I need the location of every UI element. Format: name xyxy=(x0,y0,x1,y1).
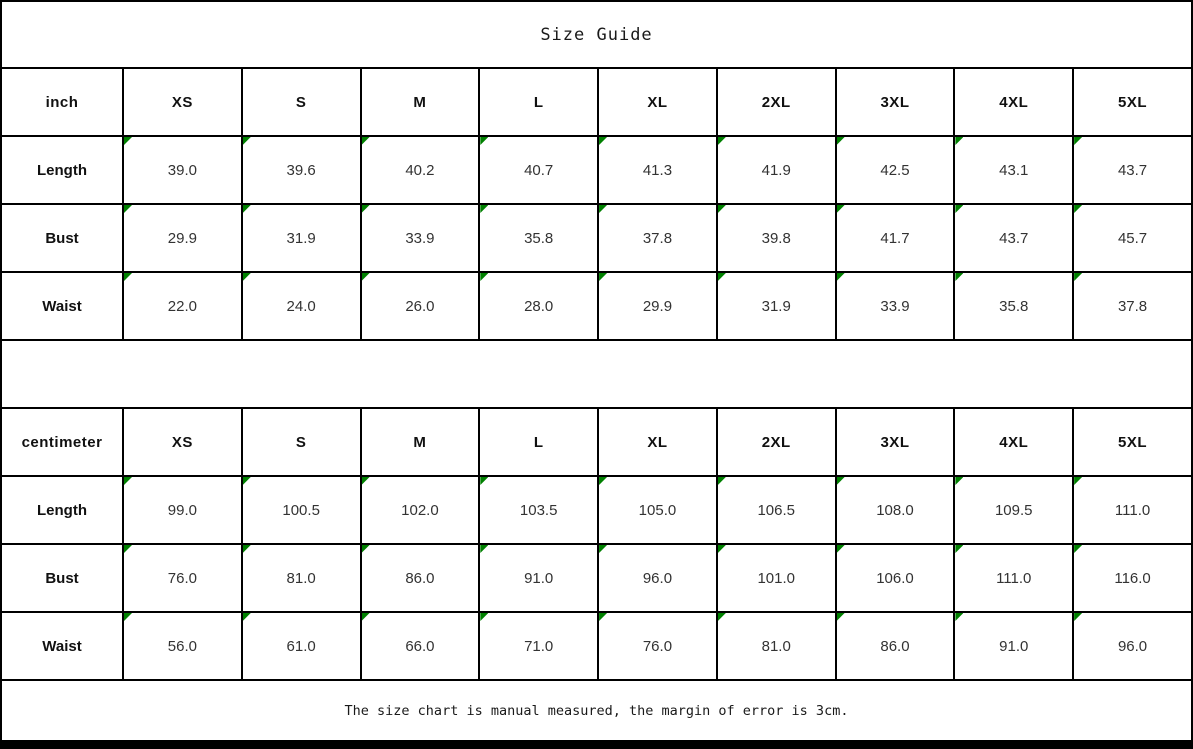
measurement-label: Waist xyxy=(1,272,123,340)
size-column-header: XL xyxy=(598,408,717,476)
title-row xyxy=(1,1,1192,68)
value-cell xyxy=(479,476,598,544)
size-header-row xyxy=(1,68,1192,136)
value-cell xyxy=(598,272,717,340)
cell-corner-marker-icon xyxy=(599,205,607,213)
cell-corner-marker-icon xyxy=(718,137,726,145)
cell-corner-marker-icon xyxy=(599,137,607,145)
size-column-header: M xyxy=(361,68,480,136)
cell-corner-marker-icon xyxy=(243,205,251,213)
cell-corner-marker-icon xyxy=(362,137,370,145)
cell-value: 101.0 xyxy=(757,569,795,587)
size-column-header: 5XL xyxy=(1073,68,1192,136)
size-column-header: 3XL xyxy=(836,68,955,136)
centimeter-table-section xyxy=(1,408,1192,680)
cell-value: 106.0 xyxy=(876,569,914,587)
value-cell xyxy=(123,612,242,680)
cell-value: 76.0 xyxy=(642,637,673,655)
size-column-header: XS xyxy=(123,68,242,136)
footnote: The size chart is manual measured, the margin of error is 3cm. xyxy=(1,680,1192,741)
cell-value: 86.0 xyxy=(880,637,910,655)
cell-corner-marker-icon xyxy=(362,545,370,553)
cell-value: 102.0 xyxy=(401,501,439,519)
cell-corner-marker-icon xyxy=(362,477,370,485)
size-column-header: L xyxy=(479,408,598,476)
measurement-row xyxy=(1,136,1192,204)
measurement-label: Length xyxy=(1,136,123,204)
cell-corner-marker-icon xyxy=(243,137,251,145)
value-cell xyxy=(836,476,955,544)
value-cell xyxy=(479,272,598,340)
cell-value: 31.9 xyxy=(761,297,791,315)
cell-value: 28.0 xyxy=(524,297,554,315)
cell-value: 24.0 xyxy=(286,297,316,315)
cell-corner-marker-icon xyxy=(718,545,726,553)
cell-value: 76.0 xyxy=(167,569,197,587)
value-cell xyxy=(479,544,598,612)
cell-corner-marker-icon xyxy=(124,545,132,553)
cell-corner-marker-icon xyxy=(124,477,132,485)
value-cell xyxy=(717,272,836,340)
cell-value: 43.7 xyxy=(1117,161,1148,179)
value-cell xyxy=(598,544,717,612)
cell-corner-marker-icon xyxy=(718,273,726,281)
cell-corner-marker-icon xyxy=(480,273,488,281)
size-column-header: XS xyxy=(123,408,242,476)
cell-value: 108.0 xyxy=(876,501,914,519)
cell-value: 43.1 xyxy=(999,161,1029,179)
size-column-header: L xyxy=(479,68,598,136)
value-cell xyxy=(836,272,955,340)
cell-corner-marker-icon xyxy=(718,477,726,485)
cell-corner-marker-icon xyxy=(955,613,963,621)
value-cell xyxy=(954,204,1073,272)
cell-value: 41.7 xyxy=(880,229,910,247)
value-cell xyxy=(717,136,836,204)
value-cell xyxy=(361,476,480,544)
cell-corner-marker-icon xyxy=(599,545,607,553)
cell-corner-marker-icon xyxy=(480,205,488,213)
cell-corner-marker-icon xyxy=(955,477,963,485)
measurement-row xyxy=(1,204,1192,272)
cell-value: 33.9 xyxy=(880,297,910,315)
cell-corner-marker-icon xyxy=(837,613,845,621)
measurement-row xyxy=(1,544,1192,612)
cell-value: 41.3 xyxy=(642,161,673,179)
cell-value: 81.0 xyxy=(286,569,316,587)
cell-value: 40.2 xyxy=(405,161,435,179)
cell-value: 29.9 xyxy=(642,297,673,315)
value-cell xyxy=(1073,204,1192,272)
cell-corner-marker-icon xyxy=(243,477,251,485)
cell-corner-marker-icon xyxy=(1074,545,1082,553)
size-header-row xyxy=(1,408,1192,476)
cell-value: 100.5 xyxy=(282,501,320,519)
value-cell xyxy=(836,612,955,680)
value-cell xyxy=(479,612,598,680)
value-cell xyxy=(954,612,1073,680)
cell-corner-marker-icon xyxy=(599,613,607,621)
value-cell xyxy=(1073,544,1192,612)
value-cell xyxy=(954,476,1073,544)
cell-corner-marker-icon xyxy=(837,477,845,485)
measurement-row xyxy=(1,612,1192,680)
cell-value: 56.0 xyxy=(167,637,197,655)
cell-corner-marker-icon xyxy=(955,205,963,213)
cell-corner-marker-icon xyxy=(599,273,607,281)
cell-value: 45.7 xyxy=(1117,229,1148,247)
value-cell xyxy=(242,204,361,272)
unit-label: centimeter xyxy=(1,408,123,476)
page-title: Size Guide xyxy=(1,1,1192,68)
value-cell xyxy=(123,476,242,544)
value-cell xyxy=(123,136,242,204)
cell-corner-marker-icon xyxy=(480,137,488,145)
value-cell xyxy=(242,544,361,612)
value-cell xyxy=(1073,136,1192,204)
cell-corner-marker-icon xyxy=(1074,205,1082,213)
value-cell xyxy=(598,612,717,680)
size-column-header: S xyxy=(242,68,361,136)
unit-label: inch xyxy=(1,68,123,136)
cell-corner-marker-icon xyxy=(837,545,845,553)
value-cell xyxy=(242,272,361,340)
measurement-row xyxy=(1,476,1192,544)
cell-value: 35.8 xyxy=(524,229,554,247)
value-cell xyxy=(954,544,1073,612)
size-column-header: 4XL xyxy=(954,408,1073,476)
cell-value: 40.7 xyxy=(524,161,554,179)
value-cell xyxy=(361,272,480,340)
cell-value: 39.6 xyxy=(286,161,316,179)
cell-corner-marker-icon xyxy=(837,137,845,145)
cell-corner-marker-icon xyxy=(1074,273,1082,281)
value-cell xyxy=(242,612,361,680)
cell-corner-marker-icon xyxy=(480,613,488,621)
value-cell xyxy=(479,204,598,272)
value-cell xyxy=(242,476,361,544)
value-cell xyxy=(717,476,836,544)
value-cell xyxy=(361,204,480,272)
cell-corner-marker-icon xyxy=(837,273,845,281)
value-cell xyxy=(123,544,242,612)
size-column-header: 4XL xyxy=(954,68,1073,136)
value-cell xyxy=(954,272,1073,340)
cell-value: 86.0 xyxy=(405,569,435,587)
cell-corner-marker-icon xyxy=(362,273,370,281)
value-cell xyxy=(1073,272,1192,340)
cell-value: 22.0 xyxy=(167,297,197,315)
cell-corner-marker-icon xyxy=(1074,477,1082,485)
size-column-header: M xyxy=(361,408,480,476)
cell-corner-marker-icon xyxy=(362,613,370,621)
measurement-label: Waist xyxy=(1,612,123,680)
cell-value: 33.9 xyxy=(405,229,435,247)
cell-value: 91.0 xyxy=(999,637,1029,655)
measurement-label: Bust xyxy=(1,204,123,272)
measurement-label: Length xyxy=(1,476,123,544)
spacer-row xyxy=(1,340,1192,408)
cell-value: 81.0 xyxy=(761,637,791,655)
cell-corner-marker-icon xyxy=(243,545,251,553)
cell-value: 91.0 xyxy=(524,569,554,587)
cell-value: 71.0 xyxy=(524,637,554,655)
cell-corner-marker-icon xyxy=(362,205,370,213)
measurement-label: Bust xyxy=(1,544,123,612)
bottom-bar xyxy=(0,742,1193,749)
size-column-header: 5XL xyxy=(1073,408,1192,476)
size-column-header: 2XL xyxy=(717,68,836,136)
cell-value: 116.0 xyxy=(1114,569,1151,587)
cell-corner-marker-icon xyxy=(955,273,963,281)
value-cell xyxy=(598,136,717,204)
cell-corner-marker-icon xyxy=(124,613,132,621)
cell-corner-marker-icon xyxy=(1074,137,1082,145)
size-column-header: 2XL xyxy=(717,408,836,476)
value-cell xyxy=(242,136,361,204)
cell-corner-marker-icon xyxy=(243,613,251,621)
spacer-cell xyxy=(1,340,1192,408)
value-cell xyxy=(717,612,836,680)
cell-corner-marker-icon xyxy=(1074,613,1082,621)
value-cell xyxy=(479,136,598,204)
value-cell xyxy=(123,204,242,272)
cell-value: 37.8 xyxy=(1117,297,1148,315)
cell-value: 37.8 xyxy=(642,229,673,247)
cell-value: 66.0 xyxy=(405,637,435,655)
cell-corner-marker-icon xyxy=(837,205,845,213)
cell-corner-marker-icon xyxy=(480,477,488,485)
value-cell xyxy=(836,544,955,612)
cell-corner-marker-icon xyxy=(955,545,963,553)
cell-value: 106.5 xyxy=(757,501,795,519)
cell-value: 103.5 xyxy=(519,501,558,519)
cell-corner-marker-icon xyxy=(124,205,132,213)
cell-value: 39.0 xyxy=(167,161,197,179)
cell-value: 43.7 xyxy=(999,229,1029,247)
value-cell xyxy=(954,136,1073,204)
cell-value: 109.5 xyxy=(994,501,1033,519)
cell-value: 35.8 xyxy=(999,297,1029,315)
cell-corner-marker-icon xyxy=(124,273,132,281)
cell-corner-marker-icon xyxy=(955,137,963,145)
cell-corner-marker-icon xyxy=(718,205,726,213)
value-cell xyxy=(598,476,717,544)
size-column-header: XL xyxy=(598,68,717,136)
size-column-header: 3XL xyxy=(836,408,955,476)
cell-value: 96.0 xyxy=(642,569,673,587)
cell-corner-marker-icon xyxy=(599,477,607,485)
value-cell xyxy=(836,204,955,272)
cell-corner-marker-icon xyxy=(124,137,132,145)
value-cell xyxy=(361,136,480,204)
value-cell xyxy=(717,544,836,612)
inch-table-section xyxy=(1,68,1192,340)
cell-corner-marker-icon xyxy=(243,273,251,281)
cell-value: 96.0 xyxy=(1117,637,1148,655)
cell-value: 39.8 xyxy=(761,229,791,247)
cell-corner-marker-icon xyxy=(480,545,488,553)
cell-value: 111.0 xyxy=(1114,501,1151,519)
value-cell xyxy=(361,544,480,612)
cell-value: 99.0 xyxy=(167,501,197,519)
value-cell xyxy=(598,204,717,272)
value-cell xyxy=(361,612,480,680)
cell-corner-marker-icon xyxy=(718,613,726,621)
cell-value: 105.0 xyxy=(638,501,677,519)
measurement-row xyxy=(1,272,1192,340)
cell-value: 31.9 xyxy=(286,229,316,247)
value-cell xyxy=(717,204,836,272)
cell-value: 61.0 xyxy=(286,637,316,655)
cell-value: 111.0 xyxy=(996,569,1032,587)
cell-value: 26.0 xyxy=(405,297,435,315)
note-row xyxy=(1,680,1192,741)
size-column-header: S xyxy=(242,408,361,476)
cell-value: 41.9 xyxy=(761,161,791,179)
cell-value: 42.5 xyxy=(880,161,910,179)
value-cell xyxy=(1073,612,1192,680)
value-cell xyxy=(123,272,242,340)
cell-value: 29.9 xyxy=(167,229,197,247)
value-cell xyxy=(1073,476,1192,544)
value-cell xyxy=(836,136,955,204)
